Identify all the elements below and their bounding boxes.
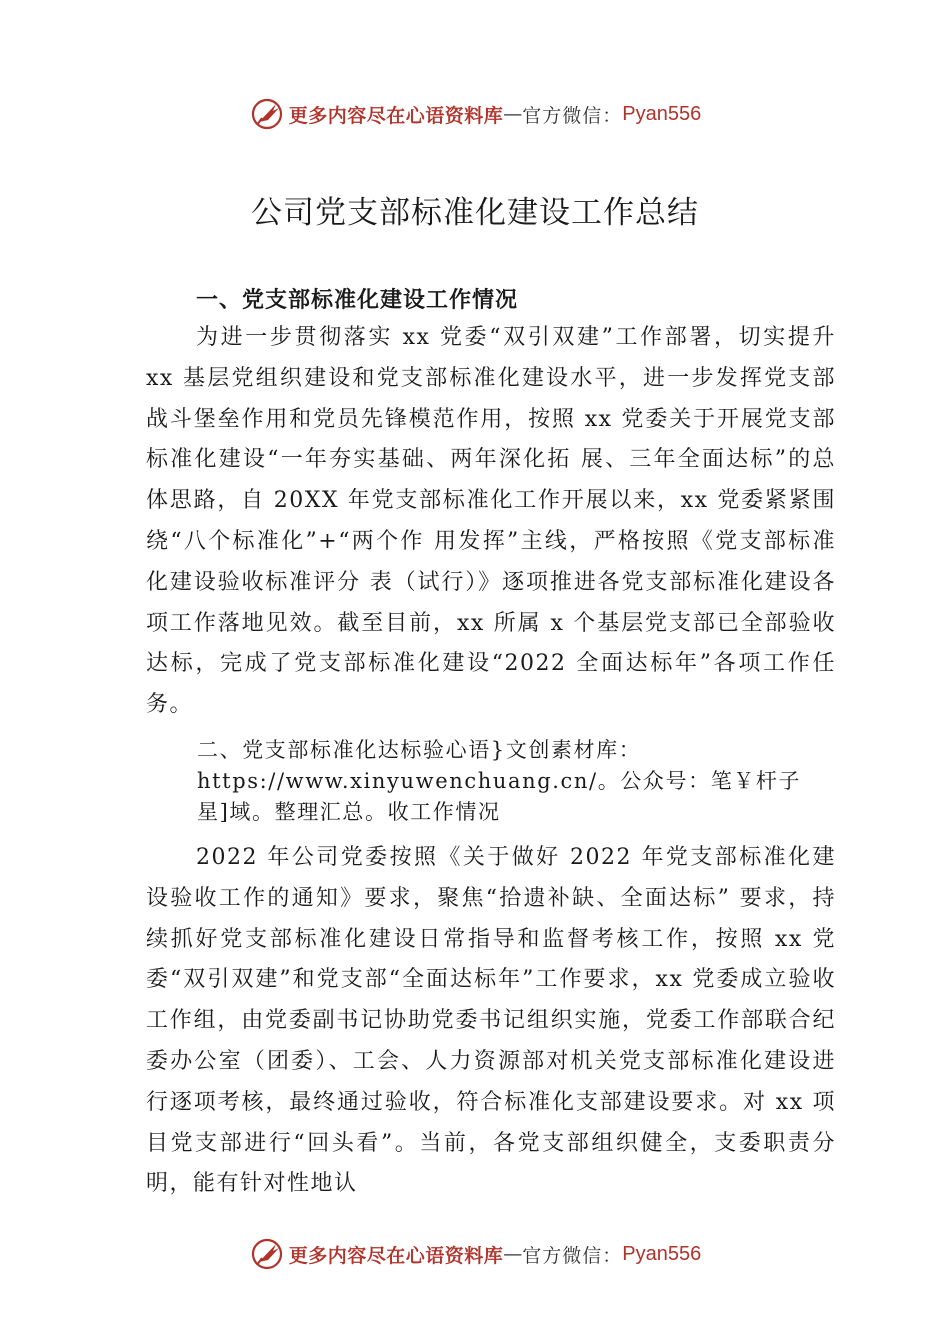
document-title: 公司党支部标准化建设工作总结 xyxy=(251,195,699,231)
watermark-brand: 更多内容尽在心语资料库 xyxy=(288,1244,504,1267)
section2-paragraph: 2022 年公司党委按照《关于做好 2022 年党支部标准化建设验收工作的通知》要求，聚焦“拾遗补缺、全面达标” 要求，持续抓好党支部标准化建设日常指导和监督考核工作，按照 xx 党委“双引双建”和党支部“全面达标年”工作要求，xx 党委成立验收工作组，由党委副书记协助党委书记组织实施，党委工作部联合纪委办公室（团委）、工会、人力资源部对机关党支部标准化建设进行逐项考核，最终通过验收，符合标准化支部建设要求。对 xx 项目党支部进行“回头看”。当前，各党支部组织健全，支委职责分明，能有针对性地认 xyxy=(146,845,836,1197)
quill-logo-icon xyxy=(249,96,285,132)
section2-heading-mixed: 二、党支部标准化达标验心语}文创素材库：https://www.xinyuwenchuang.cn/。公众号：笔￥杆子星]域。整理汇总。收工作情况 xyxy=(197,738,802,824)
watermark-wechat-label: 官方微信： xyxy=(522,104,623,127)
watermark-brand: 更多内容尽在心语资料库 xyxy=(288,104,504,127)
footer-watermark xyxy=(0,1232,950,1276)
header-watermark xyxy=(0,92,950,136)
watermark-wechat-label: 官方微信： xyxy=(522,1244,623,1267)
section1-paragraph: 为进一步贯彻落实 xx 党委“双引双建”工作部署，切实提升 xx 基层党组织建设和党支部标准化建设水平，进一步发挥党支部战斗堡垒作用和党员先锋模范作用，按照 xx 党委关于开展党支部标准化建设“一年夯实基础、两年深化拓 展、三年全面达标”的总体思路，自 20XX 年党支部标准化工作开展以来，xx 党委紧紧围绕“八个标准化”+“两个作 用发挥”主线，严格按照《党支部标准化建设验收标准评分 表（试行）》逐项推进各党支部标准化建设各项工作落地见效。截至目前，xx 所属 x 个基层党支部已全部验收达标，完成了党支部标准化建设“2022 全面达标年”各项工作任务。 xyxy=(146,325,837,718)
watermark-wechat-id: Pyan556 xyxy=(622,1242,702,1265)
watermark-separator: — xyxy=(503,1243,523,1265)
watermark-wechat-id: Pyan556 xyxy=(622,102,702,125)
quill-logo-icon xyxy=(249,1236,285,1272)
watermark-separator: — xyxy=(503,103,523,125)
section1-heading: 一、党支部标准化建设工作情况 xyxy=(196,287,519,313)
